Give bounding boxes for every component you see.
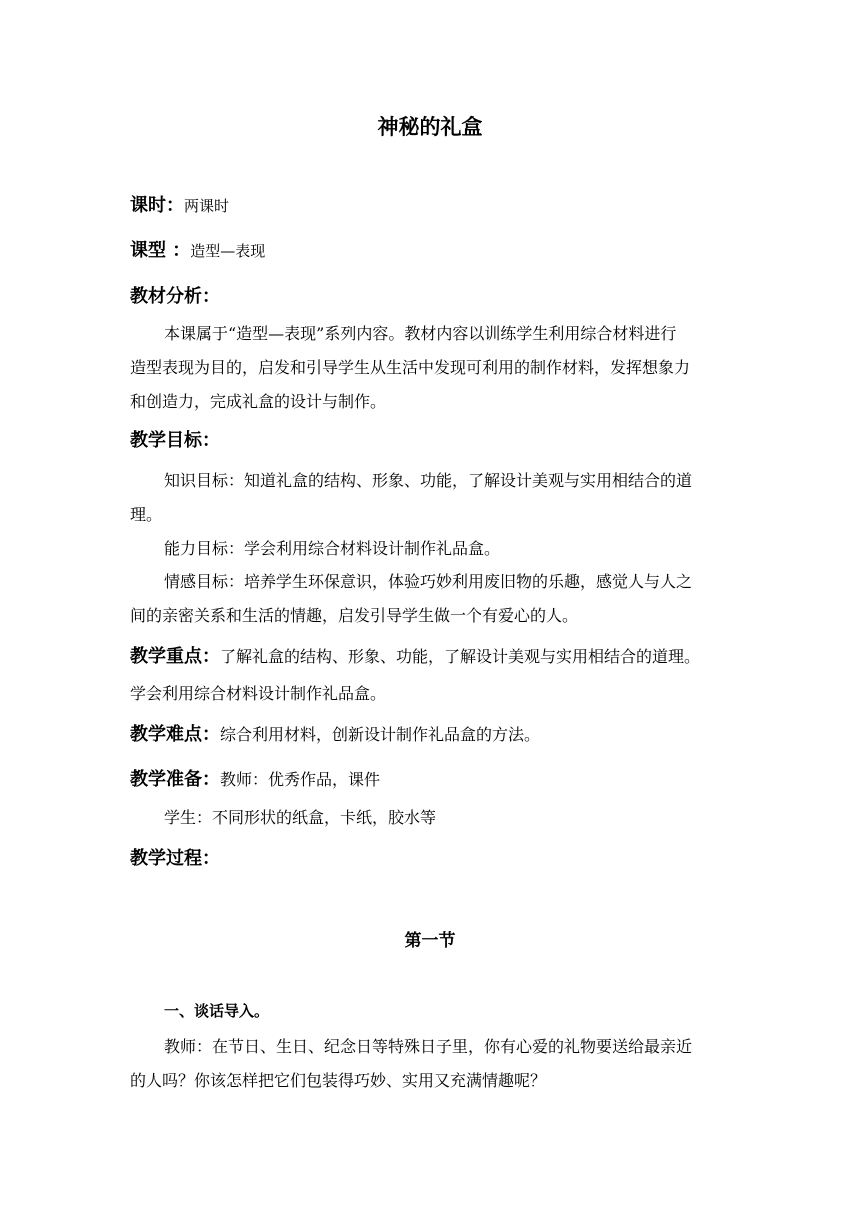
goals-line: 间的亲密关系和生活的情趣，启发引导学生做一个有爱心的人。 — [130, 606, 579, 625]
preparation-teacher: 教师：优秀作品，课件 — [220, 770, 381, 789]
process-heading: 教学过程： — [130, 848, 220, 869]
goals-line: 能力目标：学会利用综合材料设计制作礼品盒。 — [164, 539, 501, 558]
section-line: 的人吗？你该怎样把它们包装得巧妙、实用又充满情趣呢？ — [130, 1071, 547, 1090]
section-line: 教师：在节日、生日、纪念日等特殊日子里，你有心爱的礼物要送给最亲近 — [164, 1037, 693, 1056]
key-points-line: 学会利用综合材料设计制作礼品盒。 — [130, 684, 387, 703]
key-points-heading: 教学重点： — [130, 646, 220, 667]
lesson-time-value: 两课时 — [184, 197, 230, 215]
preparation-heading: 教学准备： — [130, 769, 220, 790]
preparation-row — [130, 767, 730, 793]
lesson-type-row — [130, 238, 730, 264]
key-points-row — [130, 644, 730, 670]
lesson-time-row — [130, 193, 730, 219]
section-subheading: 一、谈话导入。 — [164, 1002, 270, 1020]
lesson-type-value: 造型—表现 — [190, 242, 266, 260]
analysis-line: 和创造力，完成礼盒的设计与制作。 — [130, 392, 387, 411]
analysis-heading: 教材分析： — [130, 286, 220, 307]
goals-heading: 教学目标： — [130, 430, 220, 451]
key-points-text: 了解礼盒的结构、形象、功能，了解设计美观与实用相结合的道理。 — [220, 647, 701, 666]
goals-line: 情感目标：培养学生环保意识，体验巧妙利用废旧物的乐趣，感觉人与人之 — [164, 572, 693, 591]
goals-line: 知识目标：知道礼盒的结构、形象、功能，了解设计美观与实用相结合的道 — [164, 471, 693, 490]
document-title: 神秘的礼盒 — [377, 115, 483, 139]
difficulties-heading: 教学难点： — [130, 724, 220, 745]
difficulties-text: 综合利用材料，创新设计制作礼品盒的方法。 — [220, 725, 541, 744]
difficulties-row — [130, 722, 730, 748]
goals-line: 理。 — [130, 505, 163, 524]
analysis-line: 造型表现为目的，启发和引导学生从生活中发现可利用的制作材料，发挥想象力 — [130, 358, 691, 377]
analysis-line: 本课属于“造型—表现”系列内容。教材内容以训练学生利用综合材料进行 — [164, 324, 677, 343]
lesson-type-label: 课型 ： — [130, 240, 191, 261]
preparation-student: 学生：不同形状的纸盒，卡纸，胶水等 — [164, 808, 437, 827]
lesson-time-label: 课时： — [130, 195, 184, 216]
section-title: 第一节 — [404, 931, 456, 951]
